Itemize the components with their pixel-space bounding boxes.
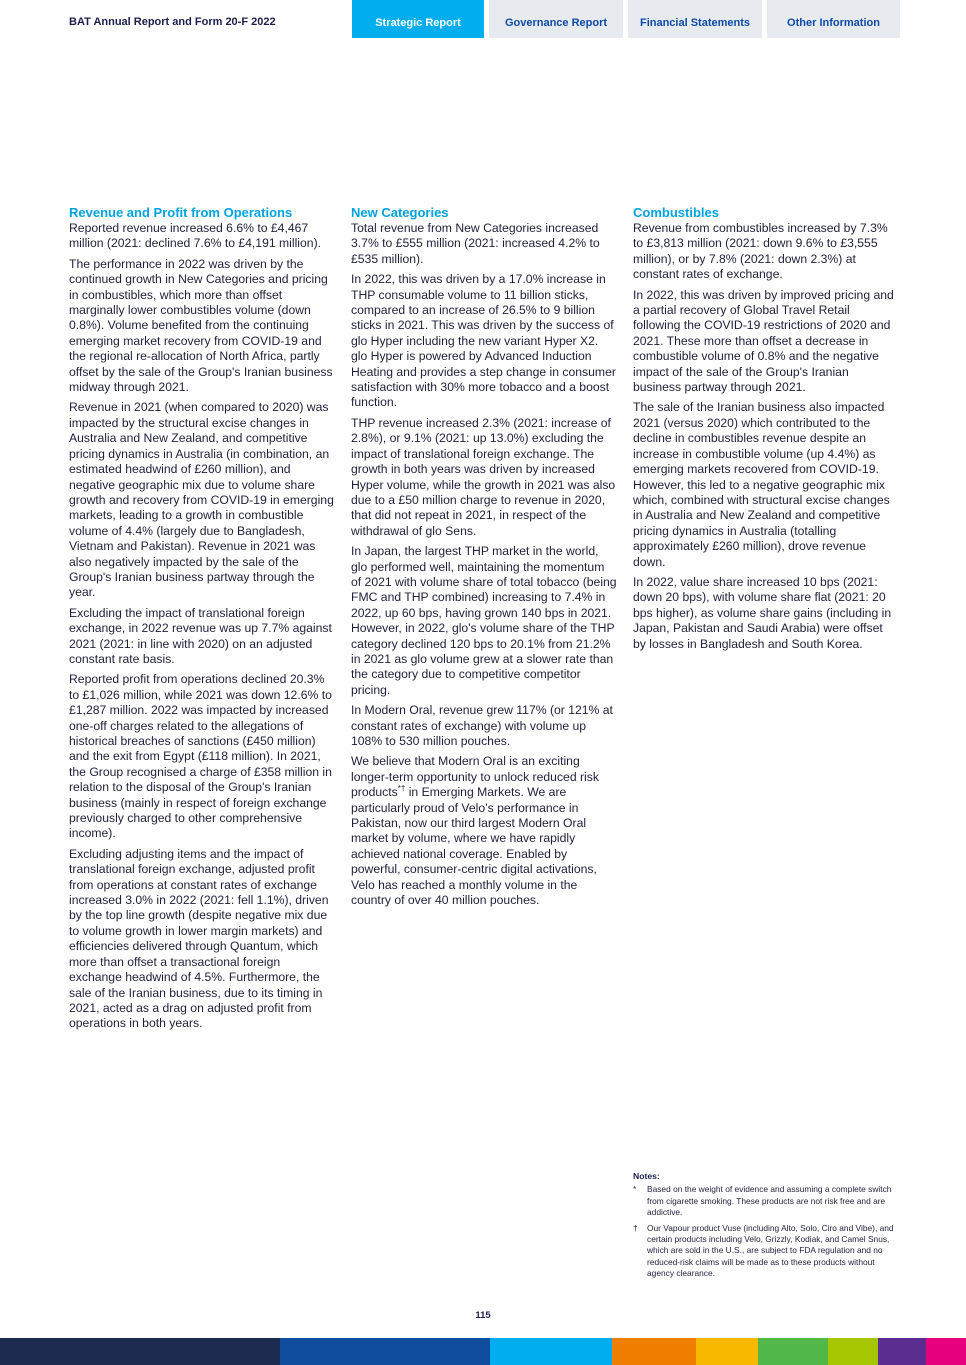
- footer-bar-segment: [612, 1338, 696, 1365]
- paragraph: [351, 754, 617, 908]
- paragraph: In Modern Oral, revenue grew 117% (or 121% at constant rates of exchange) with volume up 108% to 530 million pouches.: [351, 703, 613, 748]
- paragraph-text: We believe that Modern Oral is an exciting longer-term opportunity to unlock reduced risk products: [351, 754, 599, 800]
- paragraph: Excluding adjusting items and the impact of translational foreign exchange, adjusted profit from operations at constant rates of exchange increased 3.0% in 2022 (2021: fell 1.1%), driven by the top line growth (despite negative mix due to volume growth in lower margin markets) and efficiencies delivered through Quantum, which more than offset a transactional foreign exchange headwind of 4.5%. Furthermore, the sale of the Iranian business, due to its timing in 2021, acted as a drag on adjusted profit from operations in both years.: [69, 846, 329, 1031]
- footer-bar-segment: [0, 1338, 280, 1365]
- paragraph: Total revenue from New Categories increased 3.7% to £555 million (2021: increased 4.2% to £535 million).: [351, 221, 600, 266]
- footer-bar-segment: [758, 1338, 828, 1365]
- footnote-marker: *†: [397, 784, 406, 794]
- paragraph: The performance in 2022 was driven by the continued growth in New Categories and pricing in combustibles, which more than offset marginally lower combustibles volume (down 0.8%). Volume benefited from the continuing emerging market recovery from COVID-19 and the regional re-allocation of North Africa, partly offset by the sale of the Group's Iranian business midway through 2021.: [69, 256, 333, 395]
- footer-bar-segment: [878, 1338, 926, 1365]
- footer-bar-segment: [490, 1338, 612, 1365]
- tab-governance-report[interactable]: Governance Report: [489, 0, 623, 38]
- footer-bar-segment: [280, 1338, 490, 1365]
- paragraph: Revenue from combustibles increased by 7.3% to £3,813 million (2021: down 9.6% to £3,555 million), or by 7.8% (2021: down 2.3%) at constant rates of exchange.: [633, 221, 888, 282]
- paragraph: Reported profit from operations declined 20.3% to £1,026 million, while 2021 was down 12.6% to £1,287 million. 2022 was impacted by increased one-off charges related to the allegations of historical breaches of sanctions (£450 million) and the exit from Egypt (£118 million). In 2021, the Group recognised a charge of £358 million in relation to the disposal of the Group's Iranian business (mainly in respect of foreign exchange previously charged to other comprehensive income).: [69, 672, 332, 841]
- footnote-item: [633, 1223, 895, 1280]
- paragraph: THP revenue increased 2.3% (2021: increase of 2.8%), or 9.1% (2021: up 13.0%) excluding the impact of translational foreign exchange. The growth in both years was driven by increased Hyper volume, while the growth in 2021 was also due to a £50 million charge to revenue in 2020, that did not repeat in 2021, in respect of the withdrawal of glo Sens.: [351, 415, 616, 538]
- tab-financial-statements[interactable]: Financial Statements: [628, 0, 762, 38]
- paragraph: In Japan, the largest THP market in the world, glo performed well, maintaining the momentum of 2021 with volume share of total tobacco (being FMC and THP combined) increasing to 7.4% in 2022, up 60 bps, having grown 140 bps in 2021. However, in 2022, glo's volume share of the THP category declined 120 bps to 20.1% from 21.2% in 2021 as glo volume grew at a slower rate than the category due to competitive competitor pricing.: [351, 544, 617, 697]
- footer-bar-segment: [696, 1338, 758, 1365]
- footer-bar-segment: [926, 1338, 966, 1365]
- column-combustibles: [633, 205, 899, 657]
- footer-bar-segment: [828, 1338, 878, 1365]
- paragraph: In 2022, this was driven by a 17.0% increase in THP consumable volume to 11 billion sticks, compared to an increase of 26.5% to 9 billion sticks in 2021. This was driven by the success of glo Hyper including the new variant Hyper X2. glo Hyper is powered by Advanced Induction Heating and provides a step change in consumer satisfaction with 30% more tobacco and a boost function.: [351, 272, 616, 410]
- column-new-categories: [351, 205, 617, 913]
- paragraph: Reported revenue increased 6.6% to £4,467 million (2021: declined 7.6% to £4,191 million).: [69, 221, 322, 251]
- footnote-marker: *: [633, 1184, 637, 1195]
- paragraph: In 2022, value share increased 10 bps (2021: down 20 bps), with volume share flat (2021: 20 bps higher), as volume share gains (including in Japan, Pakistan and Saudi Arabia) were offset by losses in Bangladesh and South Korea.: [633, 574, 892, 651]
- paragraph-text: in Emerging Markets. We are particularly proud of Velo’s performance in Pakistan, now our third largest Modern Oral market by volume, where we have rapidly achieved national coverage. Enabled by powerful, consumer-centric digital activations, Velo has reached a monthly volume in the country of over 40 million pouches.: [351, 785, 597, 908]
- footer-color-bar: [0, 1338, 966, 1365]
- section-tabs: [352, 0, 900, 38]
- tab-strategic-report[interactable]: Strategic Report: [352, 0, 484, 38]
- notes-heading: Notes:: [633, 1171, 660, 1181]
- paragraph: Excluding the impact of translational foreign exchange, in 2022 revenue was up 7.7% against 2021 (2021: in line with 2020) on an adjusted constant rate basis.: [69, 605, 332, 666]
- column-revenue-profit: [69, 205, 335, 1037]
- footnote-text: Based on the weight of evidence and assuming a complete switch from cigarette smoking. These products are not risk free and are addictive.: [647, 1184, 892, 1218]
- paragraph: The sale of the Iranian business also impacted 2021 (versus 2020) which contributed to the decline in combustibles revenue despite an increase in combustible volume (up 4.4%) as emerging markets recovered from COVID-19. However, this led to a negative geographic mix which, combined with structural excise changes in Australia and New Zealand and competitive pricing dynamics in Australia (totalling approximately £260 million), drove revenue down.: [633, 400, 890, 569]
- document-title: BAT Annual Report and Form 20-F 2022: [69, 16, 276, 28]
- section-heading: Revenue and Profit from Operations: [69, 205, 293, 220]
- footnote-text: Our Vapour product Vuse (including Alto, Solo, Ciro and Vibe), and certain products including Velo, Grizzly, Kodiak, and Camel Snus, which are sold in the U.S., are subject to FDA regulation and no reduced-risk claims will be made as to these products without agency clearance.: [647, 1222, 894, 1279]
- paragraph: Revenue in 2021 (when compared to 2020) was impacted by the structural excise changes in Australia and New Zealand, and competitive pricing dynamics in Australia (in combination, an estimated headwind of £260 million), and negative geographic mix due to volume share growth and recovery from COVID-19 in emerging markets, leading to a growth in combustible volume of 4.4% (largely due to Bangladesh, Vietnam and Pakistan). Revenue in 2021 was also negatively impacted by the sale of the Group's Iranian business partway through the year.: [69, 400, 334, 600]
- page-number: 115: [475, 1310, 491, 1321]
- footnote-marker: †: [633, 1222, 638, 1233]
- footnote-item: [633, 1184, 895, 1218]
- section-heading: Combustibles: [633, 205, 719, 220]
- paragraph: In 2022, this was driven by improved pricing and a partial recovery of Global Travel Retail following the COVID-19 restrictions of 2020 and 2021. These more than offset a decrease in combustible volume of 0.8% and the negative impact of the sale of the Group's Iranian business partway through 2021.: [633, 287, 894, 395]
- footnotes: [633, 1171, 895, 1284]
- tab-other-information[interactable]: Other Information: [767, 0, 900, 38]
- section-heading: New Categories: [351, 205, 449, 220]
